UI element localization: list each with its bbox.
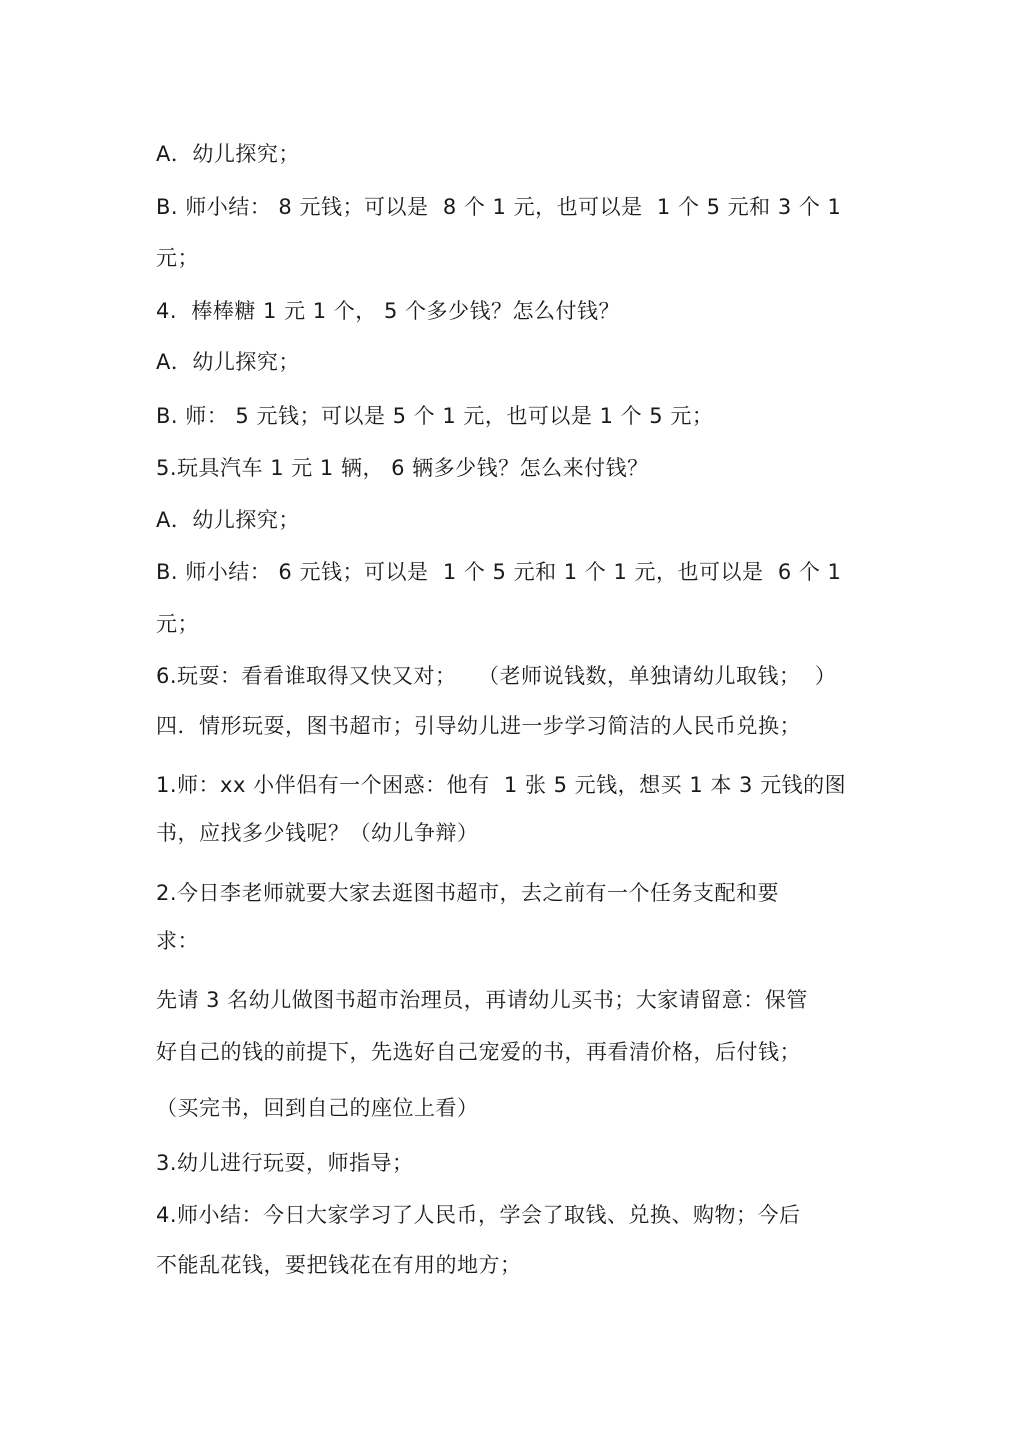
text-line-18: 好自己的钱的前提下，先选好自己宠爱的书，再看清价格，后付钱； (156, 1040, 801, 1064)
text-line-3: 元； (156, 246, 199, 270)
text-line-17: 先请 3 名幼儿做图书超市治理员，再请幼儿买书；大家请留意：保管 (156, 988, 808, 1012)
text-line-15: 2.今日李老师就要大家去逛图书超市，去之前有一个任务支配和要 (156, 881, 780, 905)
text-line-10: 元； (156, 612, 199, 636)
text-line-11: 6.玩耍：看看谁取得又快又对； （老师说钱数，单独请幼儿取钱； ） (156, 664, 837, 688)
text-line-5: A．幼儿探究； (156, 350, 300, 374)
text-line-20: 3.幼儿进行玩耍，师指导； (156, 1151, 414, 1175)
text-line-1: A．幼儿探究； (156, 142, 300, 166)
text-line-9: B. 师小结： 6 元钱；可以是 1 个 5 元和 1 个 1 元，也可以是 6 个 1 (156, 560, 842, 584)
text-line-7: 5.玩具汽车 1 元 1 辆， 6 辆多少钱？怎么来付钱？ (156, 456, 649, 480)
text-line-22: 不能乱花钱，要把钱花在有用的地方； (156, 1253, 522, 1277)
text-line-12: 四．情形玩耍，图书超市；引导幼儿进一步学习简洁的人民币兑换； (156, 714, 801, 738)
text-line-6: B. 师： 5 元钱；可以是 5 个 1 元，也可以是 1 个 5 元； (156, 404, 714, 428)
text-line-16: 求： (156, 929, 199, 953)
text-line-13: 1.师：xx 小伴侣有一个困惑：他有 1 张 5 元钱，想买 1 本 3 元钱的图 (156, 773, 847, 797)
text-line-8: A．幼儿探究； (156, 508, 300, 532)
text-line-19: （买完书，回到自己的座位上看） (156, 1096, 479, 1120)
text-line-14: 书，应找多少钱呢？（幼儿争辩） (156, 821, 479, 845)
text-line-21: 4.师小结：今日大家学习了人民币，学会了取钱、兑换、购物；今后 (156, 1203, 801, 1227)
text-line-4: 4. 棒棒糖 1 元 1 个， 5 个多少钱？怎么付钱？ (156, 299, 621, 323)
text-line-2: B. 师小结： 8 元钱；可以是 8 个 1 元，也可以是 1 个 5 元和 3 个 1 (156, 195, 842, 219)
